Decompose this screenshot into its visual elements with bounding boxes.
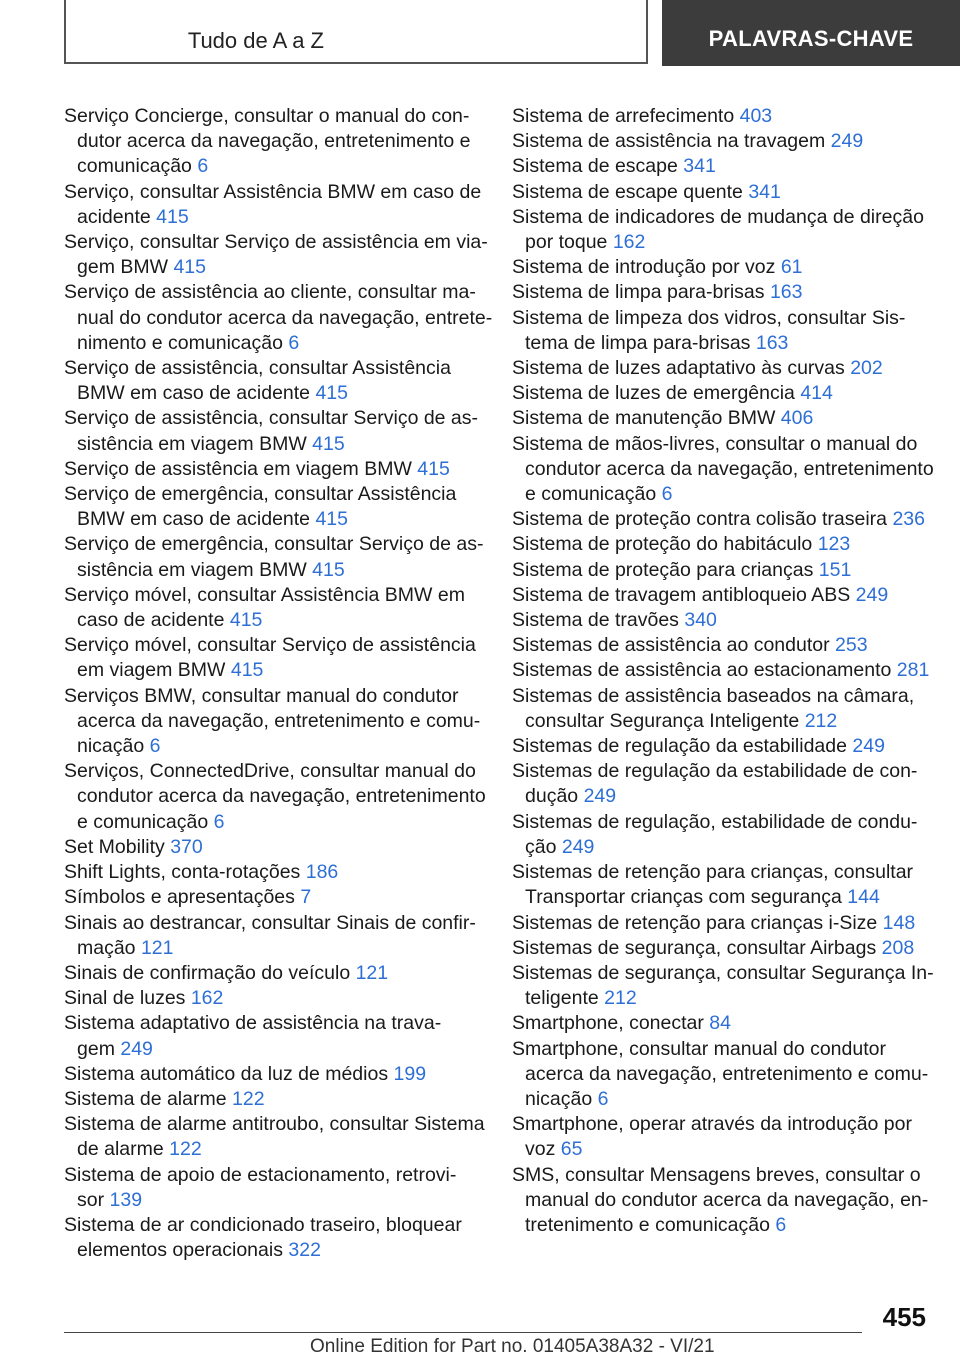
index-entry (64, 230, 488, 280)
index-entry-text: Sistema automático da luz de médios (64, 1062, 394, 1085)
page-reference-link[interactable]: 322 (288, 1239, 321, 1262)
index-entry-text: Serviço de assistência ao cliente, consultar ma- (64, 281, 476, 304)
index-entry (512, 860, 932, 910)
index-entry (512, 154, 932, 179)
page-reference-link[interactable]: 61 (780, 256, 803, 279)
index-entry (512, 759, 932, 809)
page-reference-link[interactable]: 199 (393, 1062, 427, 1085)
index-entry (64, 684, 482, 760)
index-entry (512, 810, 932, 860)
index-entry (512, 558, 932, 583)
index-entry (64, 583, 482, 633)
index-entry-text: nicação (525, 1087, 598, 1110)
index-entry (512, 608, 932, 633)
page-reference-link[interactable]: 212 (604, 987, 637, 1010)
index-entry-text: nicação (77, 735, 150, 758)
page-reference-link[interactable]: 163 (755, 331, 789, 354)
index-entry-text: Sistemas de regulação da estabilidade (512, 735, 853, 758)
index-entry-text: elementos operacionais (77, 1239, 289, 1262)
index-entry-text: ção (525, 835, 562, 858)
index-entry-text: dutor acerca da navegação, entretenimento e (77, 130, 471, 153)
section-title: Tudo de A a Z (187, 28, 324, 53)
index-entry (512, 532, 932, 557)
index-entry-text: Sistema de luzes de emergência (512, 382, 801, 405)
index-entry-text: Sistema adaptativo de assistência na trava- (64, 1012, 442, 1035)
index-entry-text: Sistemas de segurança, consultar Segurança In- (512, 961, 934, 984)
page-reference-link[interactable]: 121 (140, 936, 174, 959)
index-entry-text: nimento e comunicação (77, 331, 289, 354)
page-reference-link[interactable]: 212 (804, 709, 838, 732)
index-entry-text: Sistema de proteção do habitáculo (512, 533, 818, 556)
index-entry (64, 860, 482, 885)
page-reference-link[interactable]: 6 (288, 331, 300, 354)
index-entry-text: sor (77, 1188, 110, 1211)
page-reference-link[interactable]: 144 (847, 886, 880, 909)
index-entry-text: Sistema de limpeza dos vidros, consultar Sis- (512, 306, 906, 329)
index-entry-text: SMS, consultar Mensagens breves, consultar o (512, 1163, 921, 1186)
page-reference-link[interactable]: 415 (173, 256, 206, 279)
index-entry-text: Smartphone, consultar manual do condutor (512, 1037, 886, 1060)
page-reference-link[interactable]: 202 (850, 357, 883, 380)
page-reference-link[interactable]: 6 (149, 735, 161, 758)
index-entry-text: Sistema de ar condicionado traseiro, bloquear (64, 1213, 462, 1236)
page-reference-link[interactable]: 249 (830, 130, 864, 153)
index-entry-text: acerca da navegação, entretenimento e comu- (525, 1062, 929, 1085)
page-reference-link[interactable]: 415 (315, 508, 348, 531)
index-entry (512, 1163, 932, 1239)
index-entry-text: Sistema de travões (512, 609, 685, 632)
index-entry-text: sistência em viagem BMW (77, 558, 313, 581)
index-entry (64, 1213, 482, 1263)
index-entry-text: Símbolos e apresentações (64, 886, 301, 909)
index-entry-text: caso de acidente (77, 609, 230, 632)
index-entry-text: Sistemas de assistência baseados na câmara, (512, 684, 915, 707)
page-reference-link[interactable]: 6 (775, 1213, 787, 1236)
index-entry-text: Serviço de assistência, consultar Serviço de as- (64, 407, 479, 430)
index-entry-text: Sistemas de regulação da estabilidade de con- (512, 760, 918, 783)
index-entry-text: BMW em caso de acidente (77, 382, 316, 405)
index-entry (64, 986, 482, 1011)
index-entry-text: Sistema de proteção contra colisão traseira (512, 508, 893, 531)
index-entry (512, 381, 932, 406)
page-number: 455 (882, 1302, 926, 1332)
page-reference-link[interactable]: 139 (109, 1188, 143, 1211)
index-entry-text: Sistemas de segurança, consultar Airbags (512, 936, 882, 959)
index-entry-text: BMW em caso de acidente (77, 508, 316, 531)
page-reference-link[interactable]: 414 (800, 382, 833, 405)
section-tab-label: PALAVRAS-CHAVE (708, 26, 914, 51)
index-entry-text: tretenimento e comunicação (525, 1213, 776, 1236)
page-reference-link[interactable]: 84 (709, 1012, 731, 1035)
index-entry (512, 911, 932, 936)
header-frame (64, 0, 648, 64)
index-entry (512, 1011, 932, 1036)
index-entry-text: Sistema de arrefecimento (512, 105, 740, 127)
page-reference-link[interactable]: 340 (684, 609, 717, 632)
index-entry (512, 205, 932, 255)
index-entry-text: Shift Lights, conta-rotações (64, 861, 306, 884)
page-reference-link[interactable]: 65 (560, 1138, 583, 1161)
index-entry (512, 432, 932, 508)
index-entry-text: Sistema de indicadores de mudança de direção (512, 205, 924, 228)
index-entry (512, 684, 932, 734)
index-entry-text: gem (77, 1037, 121, 1060)
index-entry-text: dução (525, 785, 584, 808)
page-reference-link[interactable]: 151 (818, 558, 852, 581)
page-reference-link[interactable]: 415 (229, 609, 263, 632)
index-entry-text: condutor acerca da navegação, entretenimento (525, 457, 934, 480)
index-entry (64, 104, 482, 180)
index-entry-text: Sistema de manutenção BMW (512, 407, 781, 430)
page-reference-link[interactable]: 341 (748, 180, 781, 203)
index-entry-text: em viagem BMW (77, 659, 231, 682)
index-entry-text: Serviço, consultar Serviço de assistência em via- (64, 231, 488, 254)
index-entry-text: Serviço móvel, consultar Assistência BMW em (64, 583, 465, 606)
page-reference-link[interactable]: 6 (197, 155, 209, 178)
index-entry-text: condutor acerca da navegação, entretenimento (77, 785, 486, 808)
index-entry (64, 835, 482, 860)
index-entry (64, 280, 493, 356)
footer-edition-text: Online Edition for Part no. 01405A38A32 - VI/21 (310, 1336, 715, 1357)
index-entry-text: Sinais de confirmação do veículo (64, 961, 356, 984)
index-entry-text: Transportar crianças com segurança (525, 886, 848, 909)
index-entry-text: gem BMW (77, 256, 174, 279)
index-entry-text: Sistemas de assistência ao condutor (512, 634, 836, 657)
index-entry-text: e comunicação (525, 483, 662, 506)
index-entry (64, 961, 482, 986)
index-column-right (512, 104, 932, 1238)
index-entry-text: de alarme (77, 1138, 170, 1161)
index-entry-text: Smartphone, conectar (512, 1012, 710, 1035)
index-entry (64, 406, 482, 456)
index-entry (64, 911, 482, 961)
page-reference-link[interactable]: 208 (881, 936, 915, 959)
page-reference-link[interactable]: 186 (305, 861, 339, 884)
index-entry (64, 885, 482, 910)
index-entry-text: Sistema de apoio de estacionamento, retrovi- (64, 1163, 457, 1186)
page-reference-link[interactable]: 253 (835, 634, 868, 657)
index-entry-text: voz (525, 1138, 561, 1161)
index-entry (512, 583, 932, 608)
index-entry (64, 1112, 485, 1162)
page-reference-link[interactable]: 236 (892, 508, 925, 531)
page-reference-link[interactable]: 162 (612, 231, 646, 254)
index-entry-text: Smartphone, operar através da introdução por (512, 1113, 912, 1136)
index-entry (64, 457, 482, 482)
page-reference-link[interactable]: 249 (561, 835, 595, 858)
page-reference-link[interactable]: 341 (683, 155, 716, 178)
index-entry (64, 1062, 482, 1087)
index-entry (64, 1163, 482, 1213)
index-entry-text: por toque (525, 231, 613, 254)
index-column-left (64, 104, 493, 1263)
index-entry-text: Sistema de mãos-livres, consultar o manual do (512, 432, 918, 455)
index-entry (512, 658, 932, 683)
index-entry (512, 255, 932, 280)
index-entry-text: sistência em viagem BMW (77, 432, 313, 455)
index-entry (64, 532, 482, 582)
index-entry (512, 961, 932, 1011)
index-entry (512, 633, 932, 658)
index-entry-text: tema de limpa para-brisas (525, 331, 756, 354)
index-entry (512, 936, 932, 961)
index-entry-text: e comunicação (77, 810, 214, 833)
page-reference-link[interactable]: 415 (156, 205, 189, 228)
index-entry-text: Serviço de emergência, consultar Serviço de as- (64, 533, 484, 556)
index-entry-text: Serviço de emergência, consultar Assistência (64, 483, 457, 506)
page-reference-link[interactable]: 121 (355, 961, 389, 984)
index-entry-text: Sistema de travagem antibloqueio ABS (512, 583, 856, 606)
page-reference-link[interactable]: 249 (855, 583, 889, 606)
page-reference-link[interactable]: 415 (312, 432, 345, 455)
index-entry-text: comunicação (77, 155, 198, 178)
index-entry (512, 356, 932, 381)
index-entry (512, 129, 932, 154)
index-entry-text: Sistema de limpa para-brisas (512, 281, 770, 304)
page-reference-link[interactable]: 6 (213, 810, 225, 833)
index-entry-text: Sinal de luzes (64, 987, 191, 1010)
index-entry-text: Sistema de proteção para crianças (512, 558, 819, 581)
page-reference-link[interactable]: 163 (769, 281, 803, 304)
index-entry-text: nual do condutor acerca da navegação, entrete- (77, 306, 493, 329)
section-tab (662, 0, 960, 66)
page-reference-link[interactable]: 148 (882, 911, 916, 934)
page-reference-link[interactable]: 6 (597, 1087, 609, 1110)
index-entry-text: Sistema de alarme (64, 1087, 232, 1110)
index-entry-text: Serviços, ConnectedDrive, consultar manual do (64, 760, 476, 783)
index-entry (64, 356, 482, 406)
index-entry-text: teligente (525, 987, 605, 1010)
index-entry-text: mação (77, 936, 141, 959)
page-reference-link[interactable]: 415 (230, 659, 264, 682)
index-entry-text: Sistema de assistência na travagem (512, 130, 831, 153)
index-entry-text: acerca da navegação, entretenimento e comu- (77, 709, 481, 732)
index-entry (64, 180, 482, 230)
index-entry (512, 104, 932, 129)
index-entry (512, 734, 932, 759)
index-entry (64, 759, 486, 835)
page-reference-link[interactable]: 370 (170, 835, 203, 858)
page-reference-link[interactable]: 7 (300, 886, 312, 909)
index-entry-text: Sistema de luzes adaptativo às curvas (512, 357, 851, 380)
index-entry (512, 507, 932, 532)
index-entry-text: Sinais ao destrancar, consultar Sinais de confir- (64, 911, 476, 934)
index-entry-text: Set Mobility (64, 835, 171, 858)
index-entry-text: Serviço de assistência em viagem BMW (64, 457, 418, 480)
index-entry-text: Serviços BMW, consultar manual do condutor (64, 684, 459, 707)
index-entry-text: Sistemas de retenção para crianças, consultar (512, 861, 914, 884)
index-entry (64, 482, 482, 532)
footer-divider (64, 1332, 862, 1333)
index-entry (512, 280, 932, 305)
index-entry-text: Sistemas de retenção para crianças i-Size (512, 911, 883, 934)
page-reference-link[interactable]: 281 (896, 659, 930, 682)
index-entry-text: Sistemas de assistência ao estacionamento (512, 659, 897, 682)
page-reference-link[interactable]: 403 (739, 105, 773, 127)
page-reference-link[interactable]: 415 (315, 382, 348, 405)
index-entry-text: Sistema de alarme antitroubo, consultar Sistema (64, 1113, 485, 1136)
index-entry-text: consultar Segurança Inteligente (525, 709, 805, 732)
index-entry (512, 1112, 932, 1162)
index-entry-text: Serviço, consultar Assistência BMW em caso de (64, 180, 482, 203)
index-entry (64, 1087, 482, 1112)
page-reference-link[interactable]: 6 (661, 483, 673, 506)
index-entry-text: Serviço de assistência, consultar Assistência (64, 357, 451, 380)
index-entry-text: acidente (77, 205, 157, 228)
page-reference-link[interactable]: 415 (312, 558, 345, 581)
index-entry-text: Sistema de escape quente (512, 180, 749, 203)
index-entry-text: manual do condutor acerca da navegação, en- (525, 1188, 929, 1211)
page-reference-link[interactable]: 122 (232, 1087, 265, 1110)
page-reference-link[interactable]: 123 (817, 533, 851, 556)
index-entry (512, 1037, 932, 1113)
page-reference-link[interactable]: 162 (190, 987, 224, 1010)
page-reference-link[interactable]: 415 (417, 457, 450, 480)
index-entry-text: Sistemas de regulação, estabilidade de condu- (512, 810, 918, 833)
index-entry-text: Sistema de escape (512, 155, 684, 178)
index-entry (512, 406, 932, 431)
index-entry-text: Sistema de introdução por voz (512, 256, 781, 279)
index-entry (512, 306, 932, 356)
index-entry-text: Serviço móvel, consultar Serviço de assistência (64, 634, 476, 657)
index-entry-text: Serviço Concierge, consultar o manual do con- (64, 105, 470, 127)
page-reference-link[interactable]: 122 (169, 1138, 202, 1161)
page-reference-link[interactable]: 249 (583, 785, 617, 808)
index-entry (512, 180, 932, 205)
page-reference-link[interactable]: 249 (120, 1037, 153, 1060)
index-entry (64, 633, 482, 683)
page-reference-link[interactable]: 406 (780, 407, 814, 430)
page-reference-link[interactable]: 249 (852, 735, 885, 758)
index-entry (64, 1011, 482, 1061)
